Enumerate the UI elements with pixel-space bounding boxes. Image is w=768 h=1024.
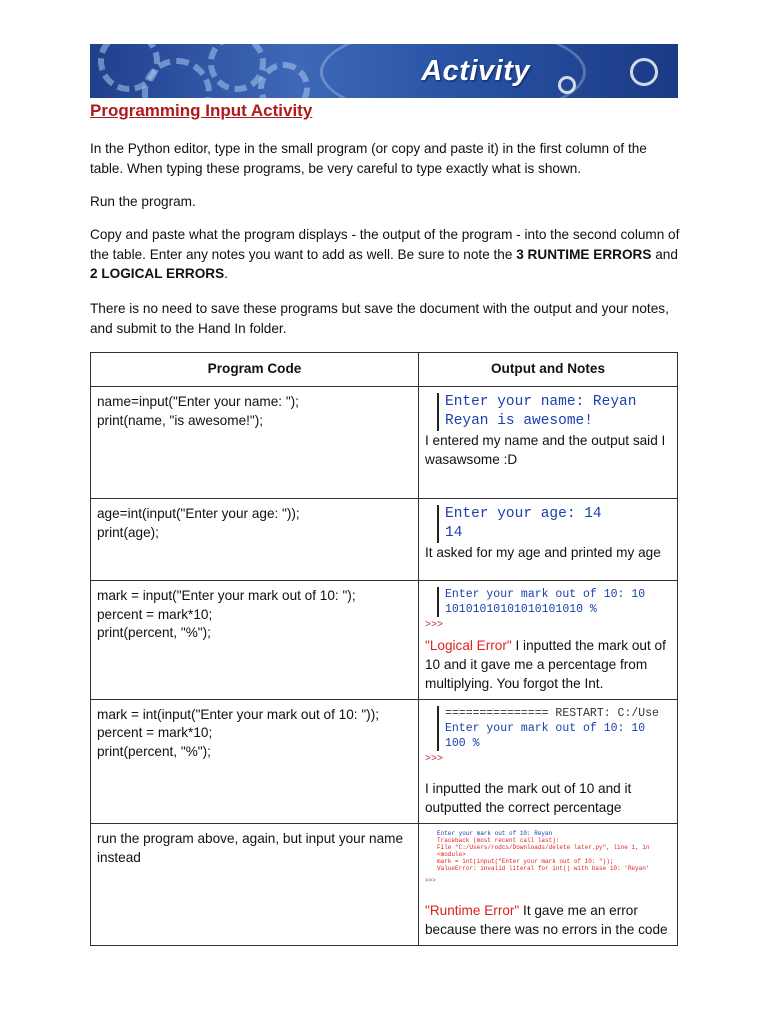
output-line: Traceback (most recent call last): bbox=[437, 837, 560, 844]
shell-prompt: >>> bbox=[425, 753, 444, 765]
activity-table bbox=[90, 352, 678, 946]
output-line: Enter your mark out of 10: Reyan bbox=[437, 830, 553, 837]
intro-paragraph: In the Python editor, type in the small program (or copy and paste it) in the first column of the table. When typing these programs, be very careful to type exactly what is shown. bbox=[90, 141, 647, 176]
output-line: File "C:/Users/rodcs/Downloads/delete later.py", line 1, in <module> bbox=[437, 844, 650, 858]
code-line: percent = mark*10; bbox=[97, 606, 213, 622]
output-line: 10101010101010101010 % bbox=[445, 603, 597, 616]
code-line: print(name, "is awesome!"); bbox=[97, 412, 264, 428]
table-row bbox=[91, 499, 678, 581]
error-label: "Logical Error" bbox=[425, 637, 512, 653]
code-line: mark = int(input("Enter your mark out of 10: ")); bbox=[97, 706, 380, 722]
output-line: ValueError: invalid literal for int() with base 10: 'Reyan' bbox=[437, 865, 650, 872]
banner-title: Activity bbox=[421, 55, 530, 87]
output-screenshot bbox=[437, 393, 671, 431]
program-code-cell bbox=[91, 581, 419, 700]
table-header-row bbox=[91, 353, 678, 387]
output-screenshot bbox=[431, 830, 671, 872]
output-cell bbox=[419, 499, 678, 581]
table-row bbox=[91, 387, 678, 499]
program-code-cell bbox=[91, 387, 419, 499]
code-line: percent = mark*10; bbox=[97, 725, 213, 740]
output-screenshot bbox=[437, 706, 671, 751]
output-cell bbox=[419, 387, 678, 499]
table-row bbox=[91, 824, 678, 946]
code-line: print(percent, "%"); bbox=[97, 743, 211, 759]
shell-prompt: >>> bbox=[425, 620, 444, 631]
program-code-cell bbox=[91, 699, 419, 824]
ring-icon bbox=[558, 76, 576, 94]
instructions-text: Copy and paste what the program displays - the output of the program - into the second column of the table. Enter any notes you want to add as well. Be sure to note the bbox=[90, 227, 680, 262]
output-note: I entered my name and the output said I wasawsome :D bbox=[425, 433, 666, 467]
submit-paragraph: There is no need to save these programs but save the document with the output and your notes, and submit to the Hand In folder. bbox=[90, 301, 669, 336]
restart-line: =============== RESTART: C:/Use bbox=[445, 706, 659, 720]
note-text: I inputted the mark out of 10 and it gave me a percentage from multiplying. You forgot the Int. bbox=[425, 637, 666, 691]
output-screenshot bbox=[437, 587, 671, 617]
output-line: mark = int(input("Enter your mark out of 10: ")); bbox=[437, 858, 614, 865]
output-note bbox=[425, 636, 671, 693]
instructions-and: and bbox=[651, 246, 678, 262]
output-line: 14 bbox=[445, 525, 463, 541]
runtime-errors-label: 3 RUNTIME ERRORS bbox=[516, 246, 652, 262]
program-code-cell bbox=[91, 824, 419, 946]
output-line: 100 % bbox=[445, 736, 480, 750]
output-line: Enter your age: 14 bbox=[445, 506, 602, 522]
output-cell bbox=[419, 699, 678, 824]
note-text: It gave me an error because there was no errors in the code bbox=[425, 902, 668, 937]
output-cell bbox=[419, 824, 678, 946]
run-paragraph: Run the program. bbox=[90, 194, 196, 209]
code-line: age=int(input("Enter your age: ")); bbox=[97, 506, 300, 521]
column-header-output: Output and Notes bbox=[419, 353, 678, 387]
gear-icon bbox=[258, 62, 310, 98]
logical-errors-label: 2 LOGICAL ERRORS bbox=[90, 266, 225, 281]
code-line: run the program above, again, but input your name instead bbox=[97, 831, 404, 865]
ring-icon bbox=[630, 58, 658, 86]
code-line: mark = input("Enter your mark out of 10: "); bbox=[97, 588, 356, 603]
output-note bbox=[425, 901, 671, 939]
output-screenshot bbox=[437, 505, 671, 543]
output-line: Enter your mark out of 10: 10 bbox=[445, 588, 646, 601]
output-line: Reyan is awesome! bbox=[445, 413, 593, 429]
activity-banner bbox=[90, 44, 678, 98]
code-line: print(percent, "%"); bbox=[97, 625, 211, 640]
shell-prompt: >>> bbox=[425, 877, 436, 884]
output-note: I inputted the mark out of 10 and it outputted the correct percentage bbox=[425, 781, 632, 815]
program-code-cell bbox=[91, 499, 419, 581]
instructions-paragraph bbox=[90, 225, 680, 284]
instructions-end: . bbox=[224, 266, 228, 281]
output-cell bbox=[419, 581, 678, 700]
error-label: "Runtime Error" bbox=[425, 902, 520, 918]
code-line: print(age); bbox=[97, 524, 159, 540]
page-title: Programming Input Activity bbox=[90, 101, 313, 120]
table-row bbox=[91, 581, 678, 700]
table-row bbox=[91, 699, 678, 824]
output-line: Enter your name: Reyan bbox=[445, 394, 637, 410]
output-note: It asked for my age and printed my age bbox=[425, 545, 661, 560]
output-line: Enter your mark out of 10: 10 bbox=[445, 721, 646, 735]
column-header-code: Program Code bbox=[91, 353, 419, 387]
code-line: name=input("Enter your name: "); bbox=[97, 394, 299, 409]
